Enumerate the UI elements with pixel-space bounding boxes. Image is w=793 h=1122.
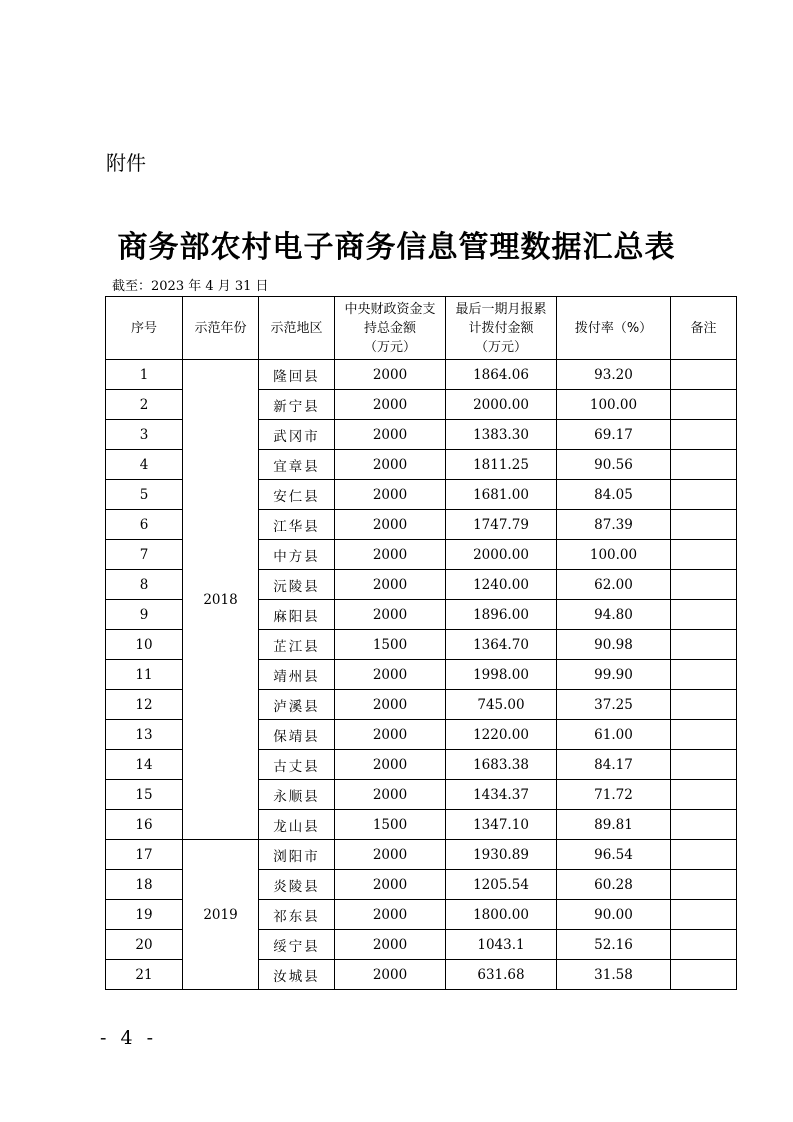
seq-cell: 20 [106,930,183,960]
region-cell: 保靖县 [259,720,335,750]
summary-table [105,296,737,990]
seq-cell: 16 [106,810,183,840]
attachment-label: 附件 [106,151,146,175]
paid-amount-cell: 1998.00 [446,660,557,690]
seq-cell: 9 [106,600,183,630]
rate-cell: 87.39 [557,510,671,540]
rate-cell: 100.00 [557,390,671,420]
seq-cell: 13 [106,720,183,750]
region-cell: 龙山县 [259,810,335,840]
central-funds-cell: 2000 [335,870,446,900]
note-cell [671,510,737,540]
header-central-funds [335,297,446,360]
date-line: 截至：2023 年 4 月 31 日 [112,279,269,294]
seq-cell: 19 [106,900,183,930]
seq-cell: 11 [106,660,183,690]
central-funds-cell: 1500 [335,810,446,840]
paid-amount-cell: 1896.00 [446,600,557,630]
region-cell: 隆回县 [259,360,335,390]
paid-amount-cell: 745.00 [446,690,557,720]
central-funds-cell: 2000 [335,510,446,540]
central-funds-cell: 2000 [335,720,446,750]
rate-cell: 99.90 [557,660,671,690]
table-row [106,360,737,390]
note-cell [671,840,737,870]
rate-cell: 96.54 [557,840,671,870]
seq-cell: 1 [106,360,183,390]
header-central-line: 持总金额 [363,320,416,336]
region-cell: 祁东县 [259,900,335,930]
region-cell: 绥宁县 [259,930,335,960]
rate-cell: 94.80 [557,600,671,630]
rate-cell: 84.17 [557,750,671,780]
rate-cell: 60.28 [557,870,671,900]
header-central-line: （万元） [363,339,416,355]
note-cell [671,390,737,420]
region-cell: 麻阳县 [259,600,335,630]
header-row [106,297,737,360]
rate-cell: 90.98 [557,630,671,660]
seq-cell: 15 [106,780,183,810]
region-cell: 宜章县 [259,450,335,480]
note-cell [671,600,737,630]
region-cell: 新宁县 [259,390,335,420]
header-rate: 拨付率（%） [557,297,671,360]
paid-amount-cell: 1383.30 [446,420,557,450]
central-funds-cell: 2000 [335,690,446,720]
central-funds-cell: 2000 [335,570,446,600]
rate-cell: 31.58 [557,960,671,990]
region-cell: 武冈市 [259,420,335,450]
note-cell [671,570,737,600]
region-cell: 安仁县 [259,480,335,510]
central-funds-cell: 2000 [335,450,446,480]
paid-amount-cell: 2000.00 [446,540,557,570]
region-cell: 靖州县 [259,660,335,690]
header-seq: 序号 [106,297,183,360]
region-cell: 汝城县 [259,960,335,990]
seq-cell: 14 [106,750,183,780]
seq-cell: 17 [106,840,183,870]
paid-amount-cell: 1364.70 [446,630,557,660]
note-cell [671,690,737,720]
rate-cell: 37.25 [557,690,671,720]
central-funds-cell: 1500 [335,630,446,660]
central-funds-cell: 2000 [335,840,446,870]
note-cell [671,720,737,750]
paid-amount-cell: 1681.00 [446,480,557,510]
seq-cell: 5 [106,480,183,510]
central-funds-cell: 2000 [335,900,446,930]
region-cell: 泸溪县 [259,690,335,720]
table-body [106,360,737,990]
seq-cell: 4 [106,450,183,480]
header-region: 示范地区 [259,297,335,360]
seq-cell: 12 [106,690,183,720]
central-funds-cell: 2000 [335,390,446,420]
region-cell: 炎陵县 [259,870,335,900]
paid-amount-cell: 1043.1 [446,930,557,960]
central-funds-cell: 2000 [335,930,446,960]
rate-cell: 90.56 [557,450,671,480]
rate-cell: 71.72 [557,780,671,810]
region-cell: 芷江县 [259,630,335,660]
central-funds-cell: 2000 [335,660,446,690]
seq-cell: 2 [106,390,183,420]
seq-cell: 6 [106,510,183,540]
region-cell: 古丈县 [259,750,335,780]
note-cell [671,360,737,390]
rate-cell: 62.00 [557,570,671,600]
seq-cell: 3 [106,420,183,450]
paid-amount-cell: 1220.00 [446,720,557,750]
rate-cell: 52.16 [557,930,671,960]
note-cell [671,480,737,510]
paid-amount-cell: 1205.54 [446,870,557,900]
central-funds-cell: 2000 [335,780,446,810]
paid-amount-cell: 1240.00 [446,570,557,600]
note-cell [671,450,737,480]
region-cell: 永顺县 [259,780,335,810]
rate-cell: 100.00 [557,540,671,570]
rate-cell: 61.00 [557,720,671,750]
note-cell [671,750,737,780]
note-cell [671,930,737,960]
paid-amount-cell: 1347.10 [446,810,557,840]
header-paid-amount [446,297,557,360]
year-cell: 2019 [183,840,259,990]
header-note: 备注 [671,297,737,360]
seq-cell: 10 [106,630,183,660]
note-cell [671,960,737,990]
central-funds-cell: 2000 [335,540,446,570]
paid-amount-cell: 1747.79 [446,510,557,540]
region-cell: 中方县 [259,540,335,570]
note-cell [671,870,737,900]
central-funds-cell: 2000 [335,420,446,450]
header-central-line: 中央财政资金支 [344,301,436,317]
note-cell [671,810,737,840]
rate-cell: 89.81 [557,810,671,840]
seq-cell: 21 [106,960,183,990]
rate-cell: 90.00 [557,900,671,930]
rate-cell: 93.20 [557,360,671,390]
seq-cell: 18 [106,870,183,900]
central-funds-cell: 2000 [335,960,446,990]
paid-amount-cell: 631.68 [446,960,557,990]
region-cell: 沅陵县 [259,570,335,600]
central-funds-cell: 2000 [335,480,446,510]
paid-amount-cell: 1864.06 [446,360,557,390]
note-cell [671,540,737,570]
document-title: 商务部农村电子商务信息管理数据汇总表 [117,230,676,265]
header-paid-line: （万元） [474,339,527,355]
header-paid-line: 最后一期月报累 [455,301,547,317]
rate-cell: 84.05 [557,480,671,510]
paid-amount-cell: 1800.00 [446,900,557,930]
paid-amount-cell: 2000.00 [446,390,557,420]
note-cell [671,660,737,690]
paid-amount-cell: 1811.25 [446,450,557,480]
rate-cell: 69.17 [557,420,671,450]
paid-amount-cell: 1930.89 [446,840,557,870]
central-funds-cell: 2000 [335,600,446,630]
seq-cell: 7 [106,540,183,570]
seq-cell: 8 [106,570,183,600]
note-cell [671,420,737,450]
paid-amount-cell: 1683.38 [446,750,557,780]
page-number: - 4 - [100,1027,158,1049]
year-cell: 2018 [183,360,259,840]
central-funds-cell: 2000 [335,360,446,390]
region-cell: 江华县 [259,510,335,540]
central-funds-cell: 2000 [335,750,446,780]
table-row [106,840,737,870]
note-cell [671,780,737,810]
header-year: 示范年份 [183,297,259,360]
region-cell: 浏阳市 [259,840,335,870]
note-cell [671,900,737,930]
header-paid-line: 计拨付金额 [468,320,534,336]
note-cell [671,630,737,660]
paid-amount-cell: 1434.37 [446,780,557,810]
